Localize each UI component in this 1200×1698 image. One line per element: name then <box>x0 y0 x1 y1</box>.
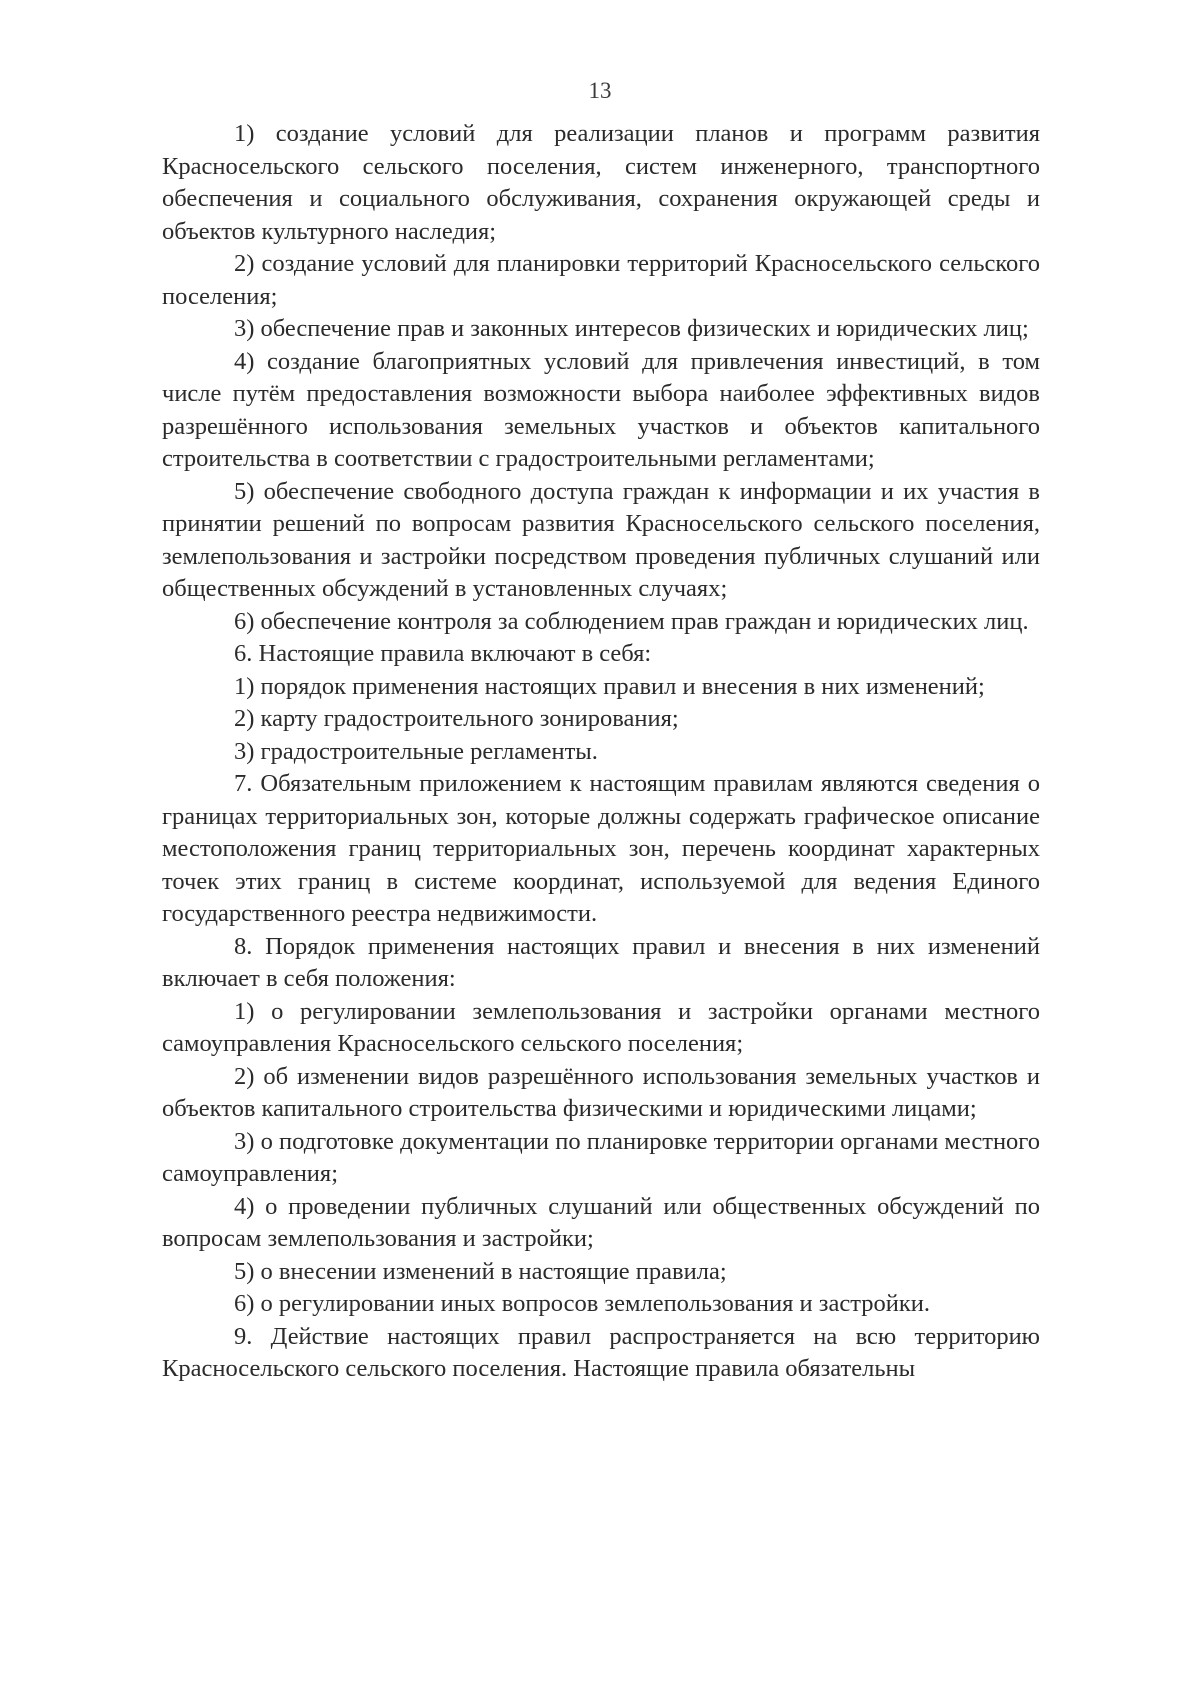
paragraph-14: 3) о подготовке документации по планировке территории органами местного самоуправления; <box>162 1127 1040 1187</box>
section-8-heading: 8. Порядок применения настоящих правил и внесения в них изменений включает в себя положения: <box>162 932 1040 992</box>
section-9-paragraph: 9. Действие настоящих правил распространяется на всю территорию Красносельского сельского поселения. Настоящие правила обязательны <box>162 1322 1040 1382</box>
paragraph-12: 1) о регулировании землепользования и застройки органами местного самоуправления Красносельского сельского поселения; <box>162 997 1040 1057</box>
document-body <box>162 118 1040 1386</box>
paragraph-9: 3) градостроительные регламенты. <box>234 737 598 765</box>
paragraph-1: 1) создание условий для реализации планов и программ развития Красносельского сельского поселения, систем инженерного, транспортного обеспечения и социального обслуживания, сохранения окружающей среды и объектов культурного наследия; <box>162 120 1040 245</box>
paragraph-4: 4) создание благоприятных условий для привлечения инвестиций, в том числе путём предоставления возможности выбора наиболее эффективных видов разрешённого использования земельных участков и объектов капитального строительства в соответствии с градостроительными регламентами; <box>162 347 1040 472</box>
section-6-heading: 6. Настоящие правила включают в себя: <box>234 640 652 667</box>
paragraph-13: 2) об изменении видов разрешённого использования земельных участков и объектов капитального строительства физическими и юридическими лицами; <box>162 1062 1040 1122</box>
paragraph-3: 3) обеспечение прав и законных интересов физических и юридических лиц; <box>234 315 1029 342</box>
paragraph-5: 5) обеспечение свободного доступа граждан к информации и их участия в принятии решений по вопросам развития Красносельского сельского поселения, землепользования и застройки посредством проведения публичных слушаний или общественных обсуждений в установленных случаях; <box>162 477 1040 602</box>
paragraph-6: 6) обеспечение контроля за соблюдением прав граждан и юридических лиц. <box>234 607 1029 635</box>
paragraph-2: 2) создание условий для планировки территорий Красносельского сельского поселения; <box>162 250 1040 310</box>
page-number: 13 <box>588 78 612 103</box>
paragraph-17: 6) о регулировании иных вопросов землепользования и застройки. <box>234 1290 930 1317</box>
paragraph-7: 1) порядок применения настоящих правил и внесения в них изменений; <box>234 672 985 700</box>
section-7-paragraph: 7. Обязательным приложением к настоящим правилам являются сведения о границах территориальных зон, которые должны содержать графическое описание местоположения границ территориальных зон, перечень координат характерных точек этих границ в системе координат, используемой для ведения Единого государственного реестра недвижимости. <box>162 770 1040 927</box>
paragraph-15: 4) о проведении публичных слушаний или общественных обсуждений по вопросам землепользования и застройки; <box>162 1192 1040 1252</box>
paragraph-8: 2) карту градостроительного зонирования; <box>234 705 679 732</box>
paragraph-16: 5) о внесении изменений в настоящие правила; <box>234 1257 727 1285</box>
